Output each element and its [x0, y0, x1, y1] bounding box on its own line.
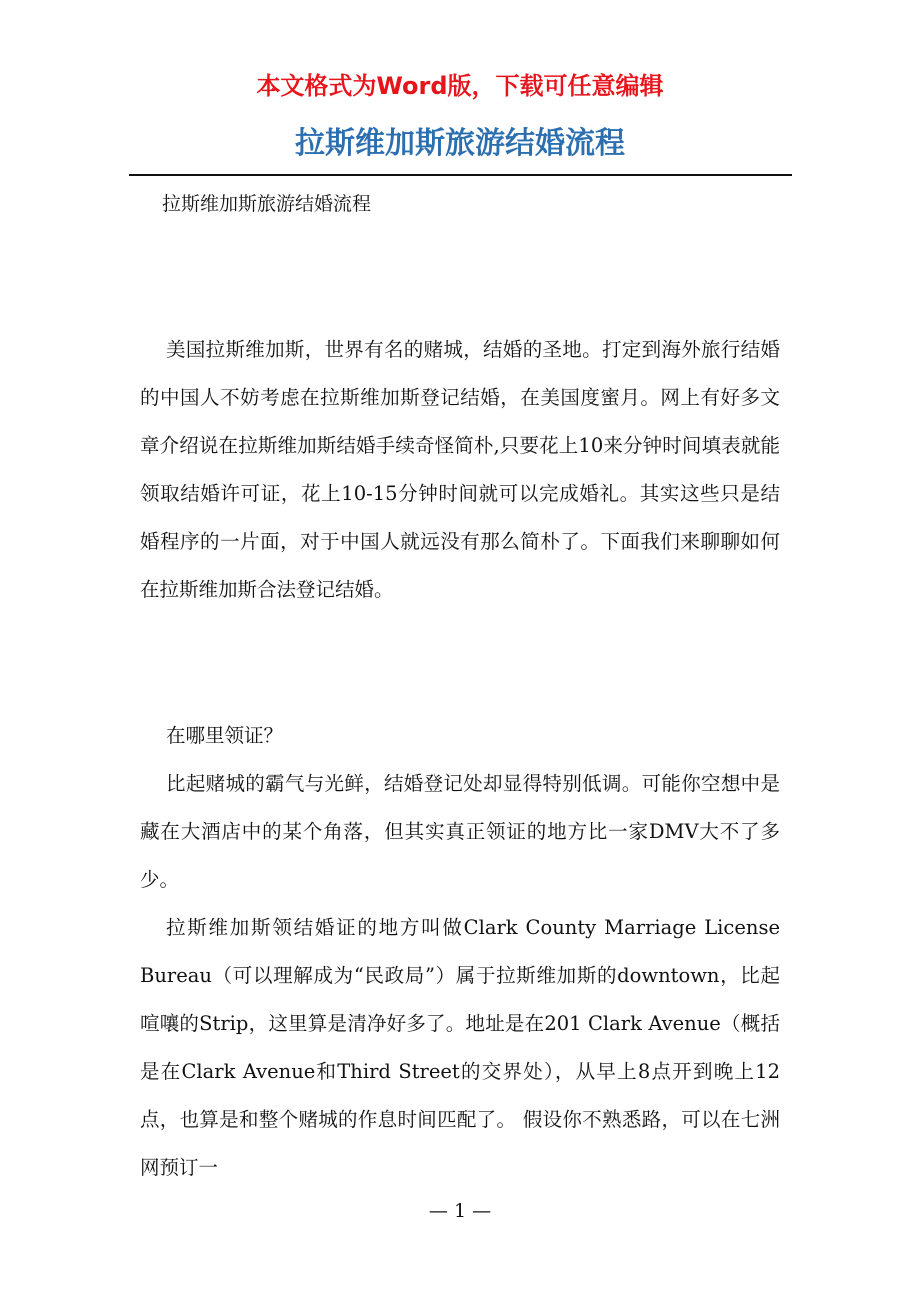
body-paragraph: 比起赌城的霸气与光鲜，结婚登记处却显得特别低调。可能你空想中是藏在大酒店中的某个角落，但其实真正领证的地方比一家DMV大不了多少。	[140, 772, 780, 891]
document-subtitle: 拉斯维加斯旅游结婚流程	[162, 193, 372, 215]
page-number: — 1 —	[428, 1200, 492, 1222]
word-format-notice: 本文格式为Word版，下载可任意编辑	[256, 72, 664, 100]
document-title: 拉斯维加斯旅游结婚流程	[295, 126, 625, 161]
intro-paragraph: 美国拉斯维加斯，世界有名的赌城，结婚的圣地。打定到海外旅行结婚的中国人不妨考虑在拉斯维加斯登记结婚，在美国度蜜月。网上有好多文章介绍说在拉斯维加斯结婚手续奇怪简朴,只要花上10来分钟时间填表就能领取结婚许可证，花上10-15分钟时间就可以完成婚礼。其实这些只是结婚程序的一片面，对于中国人就远没有那么简朴了。下面我们来聊聊如何在拉斯维加斯合法登记结婚。	[140, 338, 780, 601]
header-divider	[129, 174, 792, 176]
body-paragraph: 拉斯维加斯领结婚证的地方叫做Clark County Marriage License Bureau（可以理解成为“民政局”）属于拉斯维加斯的downtown，比起喧嚷的Strip，这里算是清净好多了。地址是在201 Clark Avenue（概括是在Clark Avenue和Third Street的交界处），从早上8点开到晚上12点，也算是和整个赌城的作息时间匹配了。 假设你不熟悉路，可以在七洲网预订一	[140, 916, 780, 1179]
section-heading: 在哪里领证？	[166, 724, 284, 747]
